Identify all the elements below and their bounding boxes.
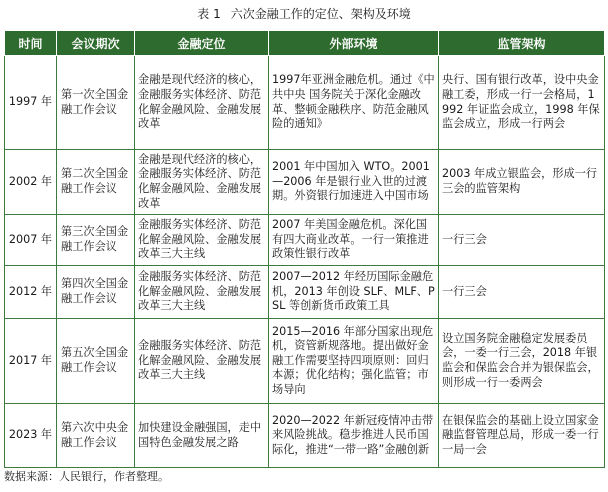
column-header-regulation: 监管架构 (439, 31, 605, 56)
meeting-cell: 第五次全国金融工作会议 (57, 319, 135, 404)
time-cell: 2012 年 (5, 266, 57, 319)
meeting-cell: 第六次中央金融工作会议 (57, 404, 135, 468)
table-row (5, 266, 605, 319)
positioning-cell: 金融是现代经济的核心，金融服务实体经济、防范化解金融风险、金融发展改革 (135, 56, 269, 150)
table-row (5, 215, 605, 266)
time-cell: 1997 年 (5, 56, 57, 150)
table-header-row (5, 31, 605, 56)
column-header-positioning: 金融定位 (135, 31, 269, 56)
time-cell: 2007 年 (5, 215, 57, 266)
positioning-cell: 金融服务实体经济、防范化解金融风险、金融发展改革三大主线 (135, 215, 269, 266)
positioning-cell: 加快建设金融强国，走中国特色金融发展之路 (135, 404, 269, 468)
regulation-cell: 一行三会 (439, 266, 605, 319)
meeting-cell: 第一次全国金融工作会议 (57, 56, 135, 150)
table-row (5, 56, 605, 150)
table-caption (0, 6, 608, 22)
meeting-cell: 第二次全国金融工作会议 (57, 150, 135, 215)
table-row (5, 319, 605, 404)
meeting-cell: 第四次全国金融工作会议 (57, 266, 135, 319)
column-header-meeting: 会议期次 (57, 31, 135, 56)
positioning-cell: 金融服务实体经济、防范化解金融风险、金融发展改革三大主线 (135, 319, 269, 404)
financial-work-table (4, 30, 605, 468)
table-number: 表 1 (197, 7, 221, 21)
environment-cell: 2001 年中国加入 WTO。2001—2006 年是银行业入世的过渡期。外资银行加速进入中国市场 (269, 150, 439, 215)
table-row (5, 404, 605, 468)
table-row (5, 150, 605, 215)
regulation-cell: 设立国务院金融稳定发展委员会，一委一行三会，2018 年银监会和保监会合并为银保监会，则形成一行一委两会 (439, 319, 605, 404)
column-header-environment: 外部环境 (269, 31, 439, 56)
time-cell: 2023 年 (5, 404, 57, 468)
source-note: 数据来源：人民银行，作者整理。 (4, 470, 169, 483)
environment-cell: 2007 年美国金融危机。深化国有四大商业改革。一行一策推进政策性银行改革 (269, 215, 439, 266)
table-title: 六次金融工作的定位、架构及环境 (230, 7, 411, 21)
time-cell: 2017 年 (5, 319, 57, 404)
meeting-cell: 第三次全国金融工作会议 (57, 215, 135, 266)
regulation-cell: 在银保监会的基础上设立国家金融监督管理总局，形成一委一行一局一会 (439, 404, 605, 468)
environment-cell: 2007—2012 年经历国际金融危机，2013 年创设 SLF、MLF、PSL 等创新货币政策工具 (269, 266, 439, 319)
positioning-cell: 金融服务实体经济、防范化解金融风险、金融发展改革三大主线 (135, 266, 269, 319)
regulation-cell: 央行、国有银行改革，设中央金融工委，形成一行一会格局，1992 年证监会成立，1998 年保监会成立，形成一行两会 (439, 56, 605, 150)
environment-cell: 2020—2022 年新冠疫情冲击带来风险挑战。稳步推进人民币国际化，推进“一带一路”金融创新 (269, 404, 439, 468)
environment-cell: 1997年亚洲金融危机。通过《中共中央 国务院关于深化金融改革、整顿金融秩序、防范金融风险的通知》 (269, 56, 439, 150)
environment-cell: 2015—2016 年部分国家出现危机，资管新规落地。提出做好金融工作需要坚持四项原则：回归本源；优化结构；强化监管；市场导向 (269, 319, 439, 404)
column-header-time: 时间 (5, 31, 57, 56)
time-cell: 2002 年 (5, 150, 57, 215)
regulation-cell: 2003 年成立银监会，形成一行三会的监管架构 (439, 150, 605, 215)
regulation-cell: 一行三会 (439, 215, 605, 266)
positioning-cell: 金融是现代经济的核心，金融服务实体经济、防范化解金融风险、金融发展改革 (135, 150, 269, 215)
